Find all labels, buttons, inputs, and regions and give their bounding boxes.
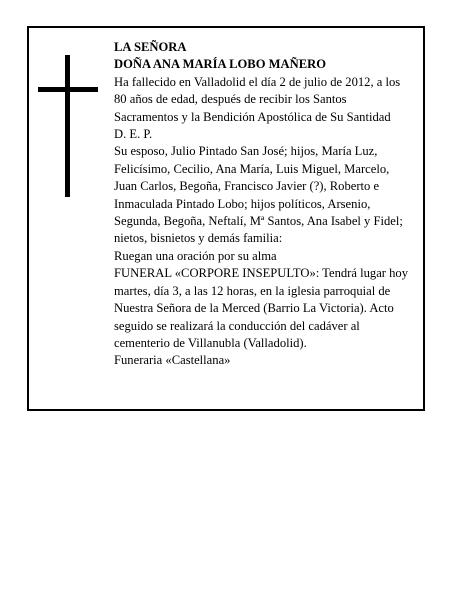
cross-vertical-bar [65,55,70,197]
cross-icon [38,55,98,197]
dep-line: D. E. P. [114,127,153,142]
funeral-details: FUNERAL «CORPORE INSEPULTO»: Tendrá lugar hoy martes, día 3, a las 12 horas, en la iglesia parroquial de Nuestra Señora de la Merced (Barrio La Victoria). Acto seguido se realizará la conducción del cadáver al cementerio de Villanubla (Valladolid). [114,266,409,350]
cross-horizontal-bar [38,87,98,92]
family-list: Su esposo, Julio Pintado San José; hijos, María Luz, Felicísimo, Cecilio, Ana María, Luis Miguel, Marcelo, Juan Carlos, Begoña, Francisco Javier (?), Roberto e Inmaculada Pintado Lobo; hijos políticos, Arsenio, Segunda, Begoña, Neftalí, Mª Santos, Ana Isabel y Fidel; nietos, bisnietos y demás familia: [114,144,403,246]
notice-title: LA SEÑORA [114,40,187,54]
death-statement: Ha fallecido en Valladolid el día 2 de julio de 2012, a los 80 años de edad, después de recibir los Santos Sacramentos y la Bendición Apostólica de Su Santidad [114,74,401,124]
prayer-request: Ruegan una oración por su alma [114,248,277,263]
deceased-name: DOÑA ANA MARÍA LOBO MAÑERO [114,57,327,72]
notice-text-block [114,39,414,370]
funeral-home: Funeraria «Castellana» [114,353,231,368]
